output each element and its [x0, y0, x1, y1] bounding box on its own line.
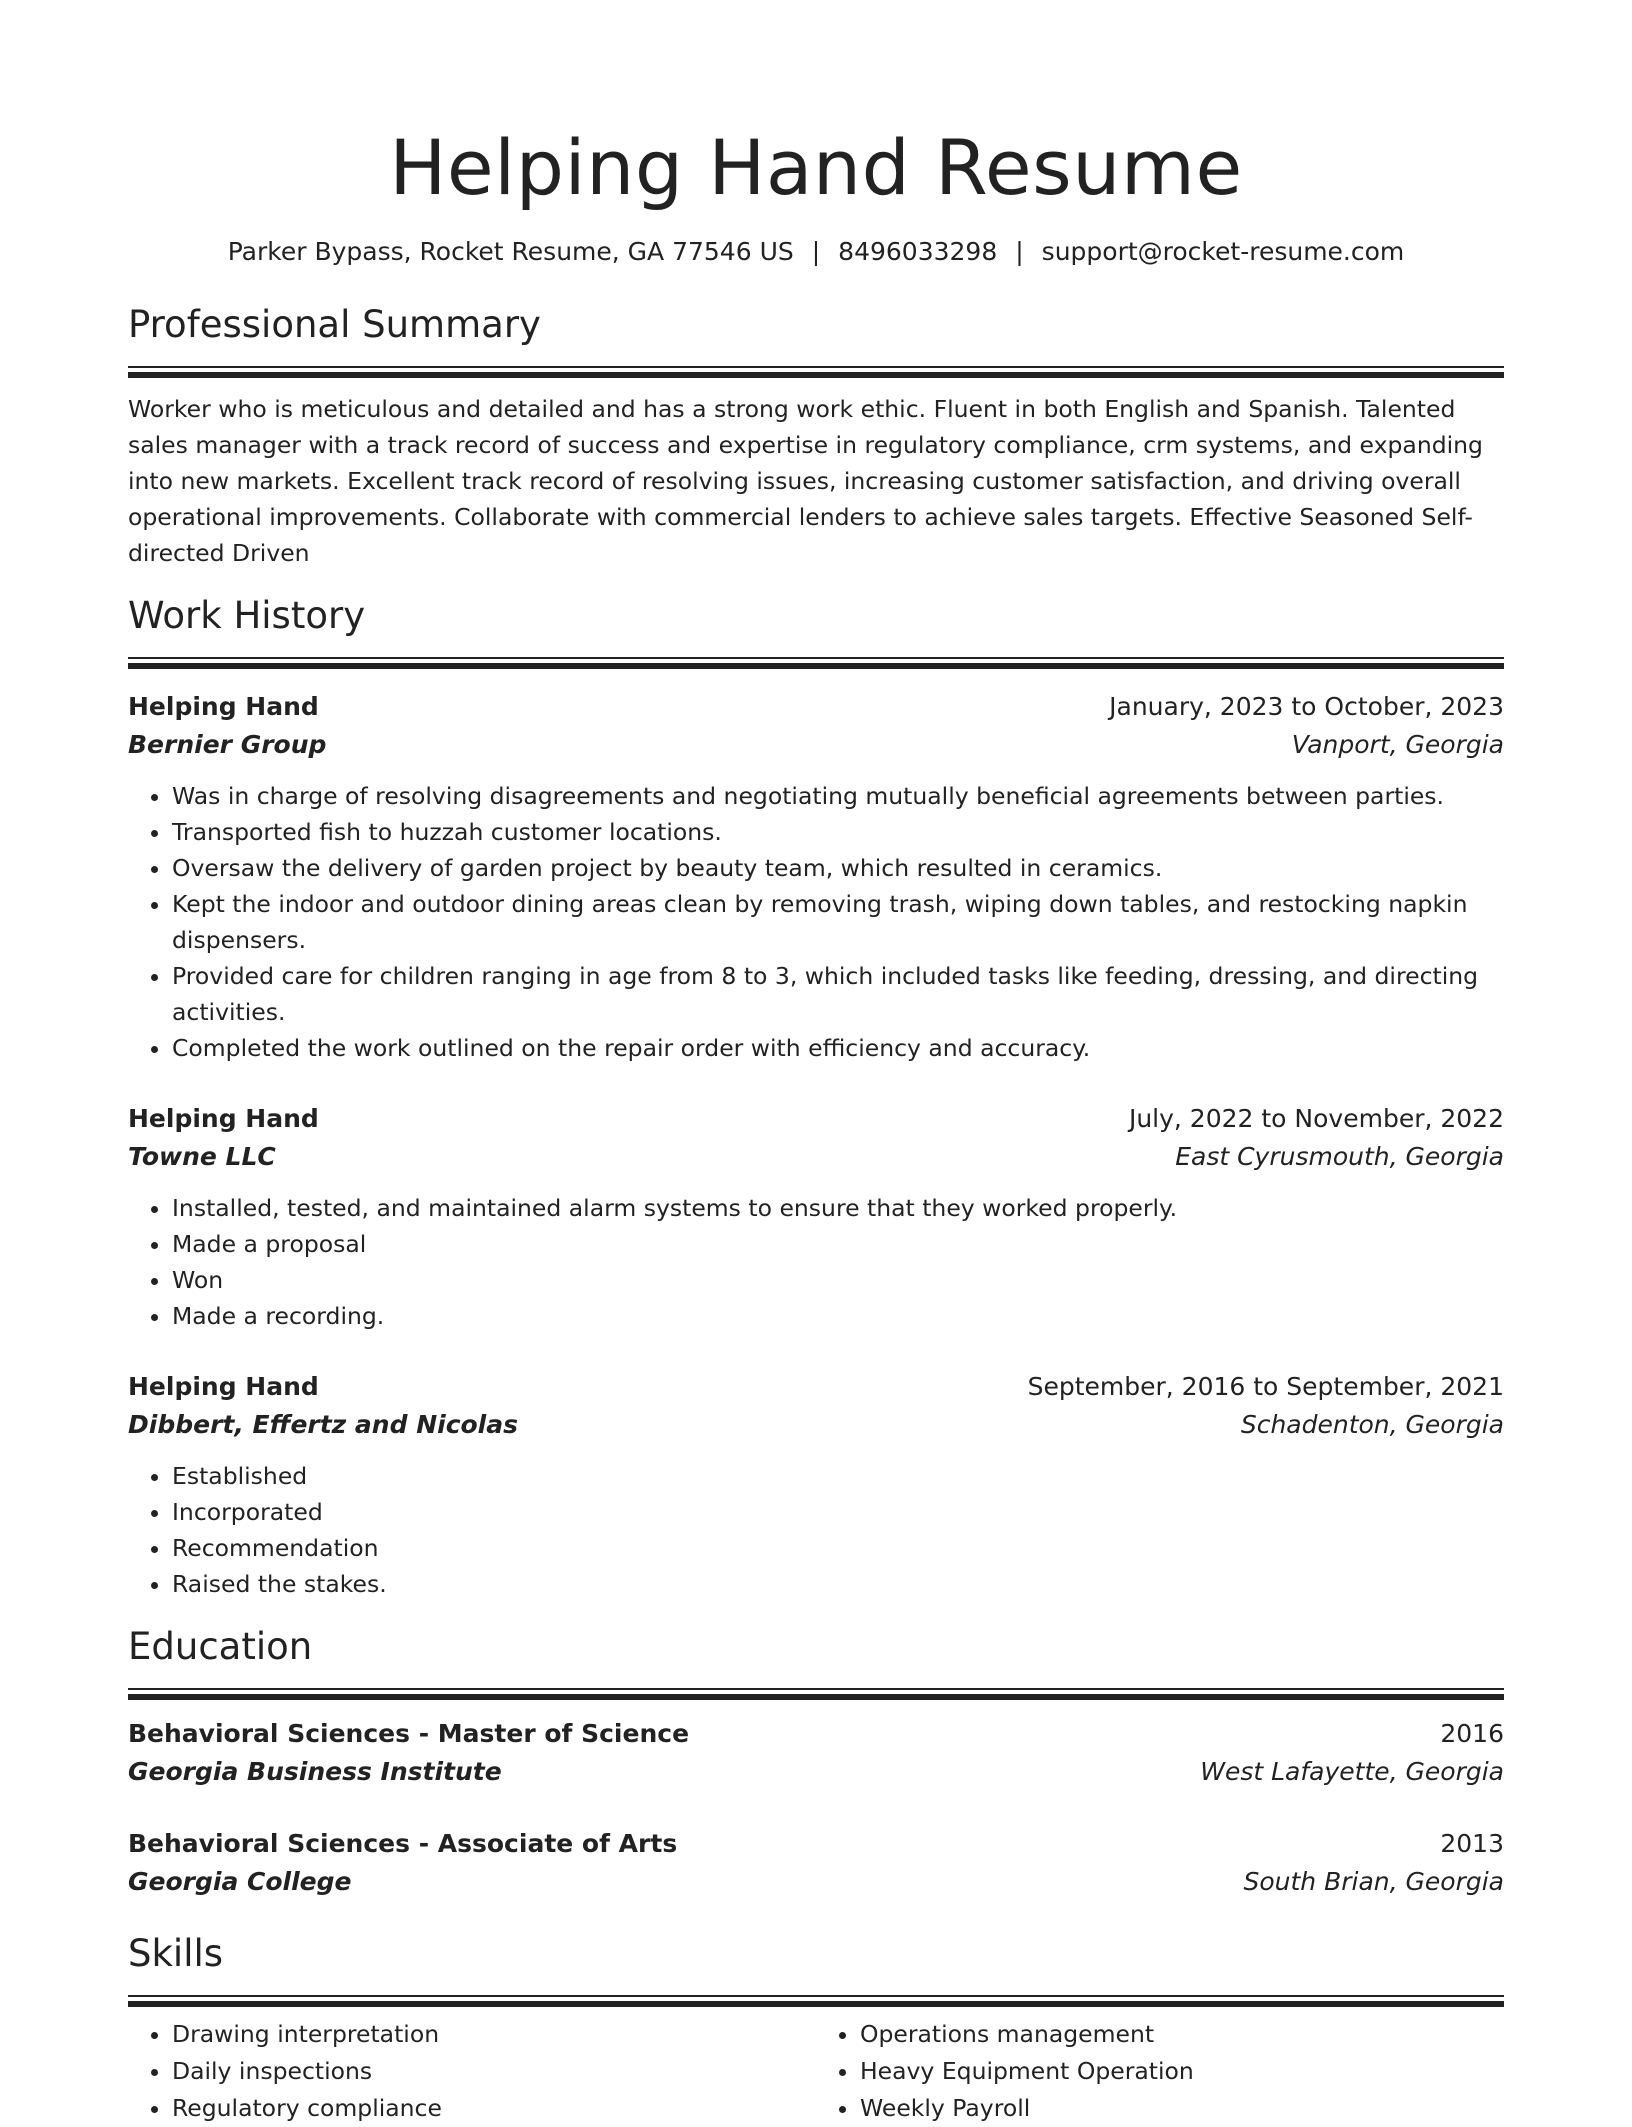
list-item: • Incorporated [172, 1494, 1504, 1530]
list-item: • Daily inspections [172, 2053, 816, 2090]
education-year: 2016 [1440, 1719, 1504, 1748]
list-item: • Was in charge of resolving disagreements and negotiating mutually beneficial agreements between parties. [172, 778, 1504, 814]
list-item: • Drawing interpretation [172, 2016, 816, 2053]
list-item: • Regulatory compliance [172, 2090, 816, 2127]
skills-list-left [128, 2016, 816, 2127]
education-entry [128, 1825, 1504, 1901]
job-company: Dibbert, Effertz and Nicolas [128, 1410, 519, 1439]
job-bullets [128, 1458, 1504, 1602]
job-dates: September, 2016 to September, 2021 [1027, 1372, 1504, 1401]
job-bullets [128, 1190, 1504, 1334]
education-entry [128, 1715, 1504, 1791]
section-divider [128, 1995, 1504, 2006]
education-school: Georgia College [128, 1867, 352, 1896]
summary-text: Worker who is meticulous and detailed and has a strong work ethic. Fluent in both English and Spanish. Talented sales manager with a track record of success and expertise in regulatory compliance, crm systems, and expanding into new markets. Excellent track record of resolving issues, increasing customer satisfaction, and driving overall operational improvements. Collaborate with commercial lenders to achieve sales targets. Effective Seasoned Self-directed Driven [128, 395, 1483, 567]
list-item: • Transported fish to huzzah customer locations. [172, 814, 1504, 850]
job-title: Helping Hand [128, 1104, 319, 1133]
contact-separator: | [1015, 237, 1024, 266]
job-company: Towne LLC [128, 1142, 276, 1171]
list-item: • Recommendation [172, 1530, 1504, 1566]
section-title-skills: Skills [128, 1932, 224, 1975]
list-item: • Made a recording. [172, 1298, 1504, 1334]
list-item: • Raised the stakes. [172, 1566, 1504, 1602]
list-item: • Kept the indoor and outdoor dining areas clean by removing trash, wiping down tables, and restocking napkin dispensers. [172, 886, 1504, 958]
job-dates: January, 2023 to October, 2023 [1109, 692, 1504, 721]
section-divider [128, 1688, 1504, 1699]
education-section [128, 1622, 1504, 1901]
resume-page [128, 120, 1504, 2127]
list-item: • Established [172, 1458, 1504, 1494]
job-entry [128, 688, 1504, 1066]
contact-line [128, 234, 1504, 270]
section-divider [128, 366, 1504, 377]
job-entry [128, 1368, 1504, 1602]
list-item: • Weekly Payroll [860, 2090, 1504, 2127]
work-history-section [128, 591, 1504, 1602]
section-title-work-history: Work History [128, 594, 366, 637]
contact-phone: 8496033298 [838, 237, 998, 266]
job-title: Helping Hand [128, 1372, 319, 1401]
skills-section [128, 1929, 1504, 2127]
job-bullets [128, 778, 1504, 1066]
summary-section [128, 300, 1504, 571]
section-title-summary: Professional Summary [128, 303, 541, 346]
contact-separator: | [811, 237, 821, 266]
resume-title: Helping Hand Resume [389, 123, 1243, 212]
job-title: Helping Hand [128, 692, 319, 721]
skills-columns [128, 2016, 1504, 2127]
education-school: Georgia Business Institute [128, 1757, 502, 1786]
contact-address: Parker Bypass, Rocket Resume, GA 77546 US [227, 237, 794, 266]
skills-list-right [816, 2016, 1504, 2127]
job-company: Bernier Group [128, 730, 327, 759]
job-entry [128, 1100, 1504, 1334]
education-degree: Behavioral Sciences - Master of Science [128, 1719, 690, 1748]
list-item: • Operations management [860, 2016, 1504, 2053]
job-location: East Cyrusmouth, Georgia [1175, 1142, 1504, 1171]
contact-email: support@rocket-resume.com [1041, 237, 1405, 266]
section-title-education: Education [128, 1625, 313, 1668]
job-location: Schadenton, Georgia [1240, 1410, 1504, 1439]
education-location: West Lafayette, Georgia [1200, 1757, 1504, 1786]
list-item: • Provided care for children ranging in age from 8 to 3, which included tasks like feeding, dressing, and directing activities. [172, 958, 1504, 1030]
education-year: 2013 [1440, 1829, 1504, 1858]
list-item: • Installed, tested, and maintained alarm systems to ensure that they worked properly. [172, 1190, 1504, 1226]
job-location: Vanport, Georgia [1291, 730, 1504, 759]
list-item: • Heavy Equipment Operation [860, 2053, 1504, 2090]
list-item: • Oversaw the delivery of garden project by beauty team, which resulted in ceramics. [172, 850, 1504, 886]
list-item: • Completed the work outlined on the repair order with efficiency and accuracy. [172, 1030, 1504, 1066]
education-degree: Behavioral Sciences - Associate of Arts [128, 1829, 678, 1858]
list-item: • Won [172, 1262, 1504, 1298]
education-location: South Brian, Georgia [1243, 1867, 1504, 1896]
section-divider [128, 657, 1504, 668]
job-dates: July, 2022 to November, 2022 [1128, 1104, 1504, 1133]
list-item: • Made a proposal [172, 1226, 1504, 1262]
